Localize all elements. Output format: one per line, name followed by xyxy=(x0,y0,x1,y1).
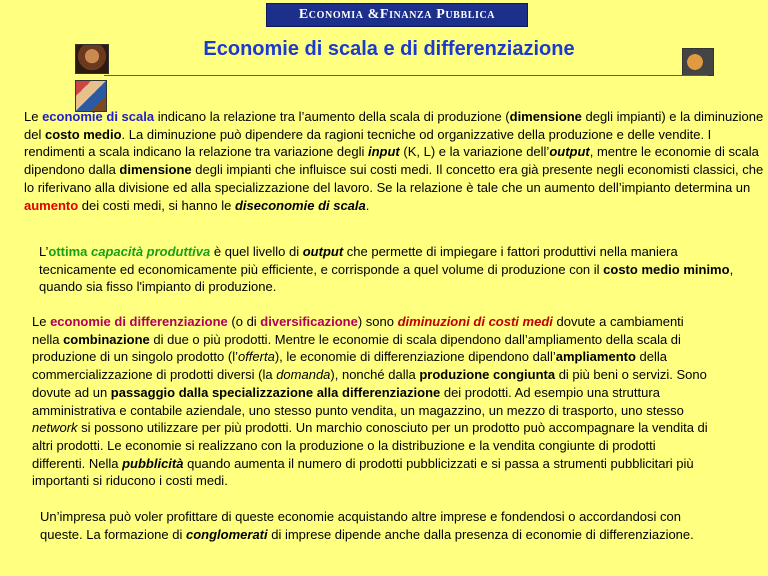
paragraph-economie-di-differenziazione: Le economie di differenziazione (o di diversificazione) sono diminuzioni di costi medi dovute a cambiamenti nella combinazione di due o più prodotti. Mentre le economie di scala dipendono dall’ampliamento della scala di produzione di un singolo prodotto (l’offerta), le economie di differenziazione dipendono dall’ampliamento della commercializzazione di prodotti diversi (la domanda), nonché dalla produzione congiunta di più beni o servizi. Sono dovute ad un passaggio dalla specializzazione alla differenziazione dei prodotti. Ad esempio una struttura amministrativa e contabile aziendale, uno stesso punto vendita, un magazzino, un mezzo di trasporto, uno stesso network si possono utilizzare per più prodotti. Un marchio conosciuto per un prodotto può accompagnare la vendita di altri prodotti. Le economie si realizzano con la produzione o la distribuzione e la vendita congiunte di prodotti differenti. Nella pubblicità quando aumenta il numero di prodotti pubblicizzati e si passa a strumenti pubblicitari più importanti si riducono i costi medi. xyxy=(32,314,708,489)
paragraph-capacita-produttiva: L’ottima capacità produttiva è quel livello di output che permette di impiegare i fattori produttivi nella maniera tecnicamente ed economicamente più efficiente, e corrisponde a quel volume di produzione con il costo medio minimo, quando sia fisso l'impianto di produzione. xyxy=(39,244,734,295)
header-banner: Economia &Finanza Pubblica xyxy=(266,3,528,27)
paragraph-conglomerati: Un’impresa può voler profittare di queste economie acquistando altre imprese e fondendosi o accordandosi con queste. La formazione di conglomerati di imprese dipende anche dalla presenza di economie di differenziazione. xyxy=(40,509,694,542)
paragraph-economie-di-scala: Le economie di scala indicano la relazione tra l’aumento della scala di produzione (dimensione degli impianti) e la diminuzione del costo medio. La diminuzione può dipendere da ragioni tecniche od organizzative della produzione e delle vendite. I rendimenti a scala indicano la relazione tra variazione degli input (K, L) e la variazione dell’output, mentre le economie di scala dipendono dalla dimensione degli impianti che influisce sui costi medi. Il concetto era già presente negli economisti classici, che lo riferivano alla divisione ed alla specializzazione del lavoro. Se la relazione è tale che un aumento dell’impianto determina un aumento dei costi medi, si hanno le diseconomie di scala. xyxy=(24,109,764,213)
page-title: Economie di scala e di differenziazione xyxy=(203,38,575,60)
photo-thumbnail-1 xyxy=(75,44,109,74)
title-divider xyxy=(104,75,708,76)
photo-thumbnail-3 xyxy=(682,48,714,76)
